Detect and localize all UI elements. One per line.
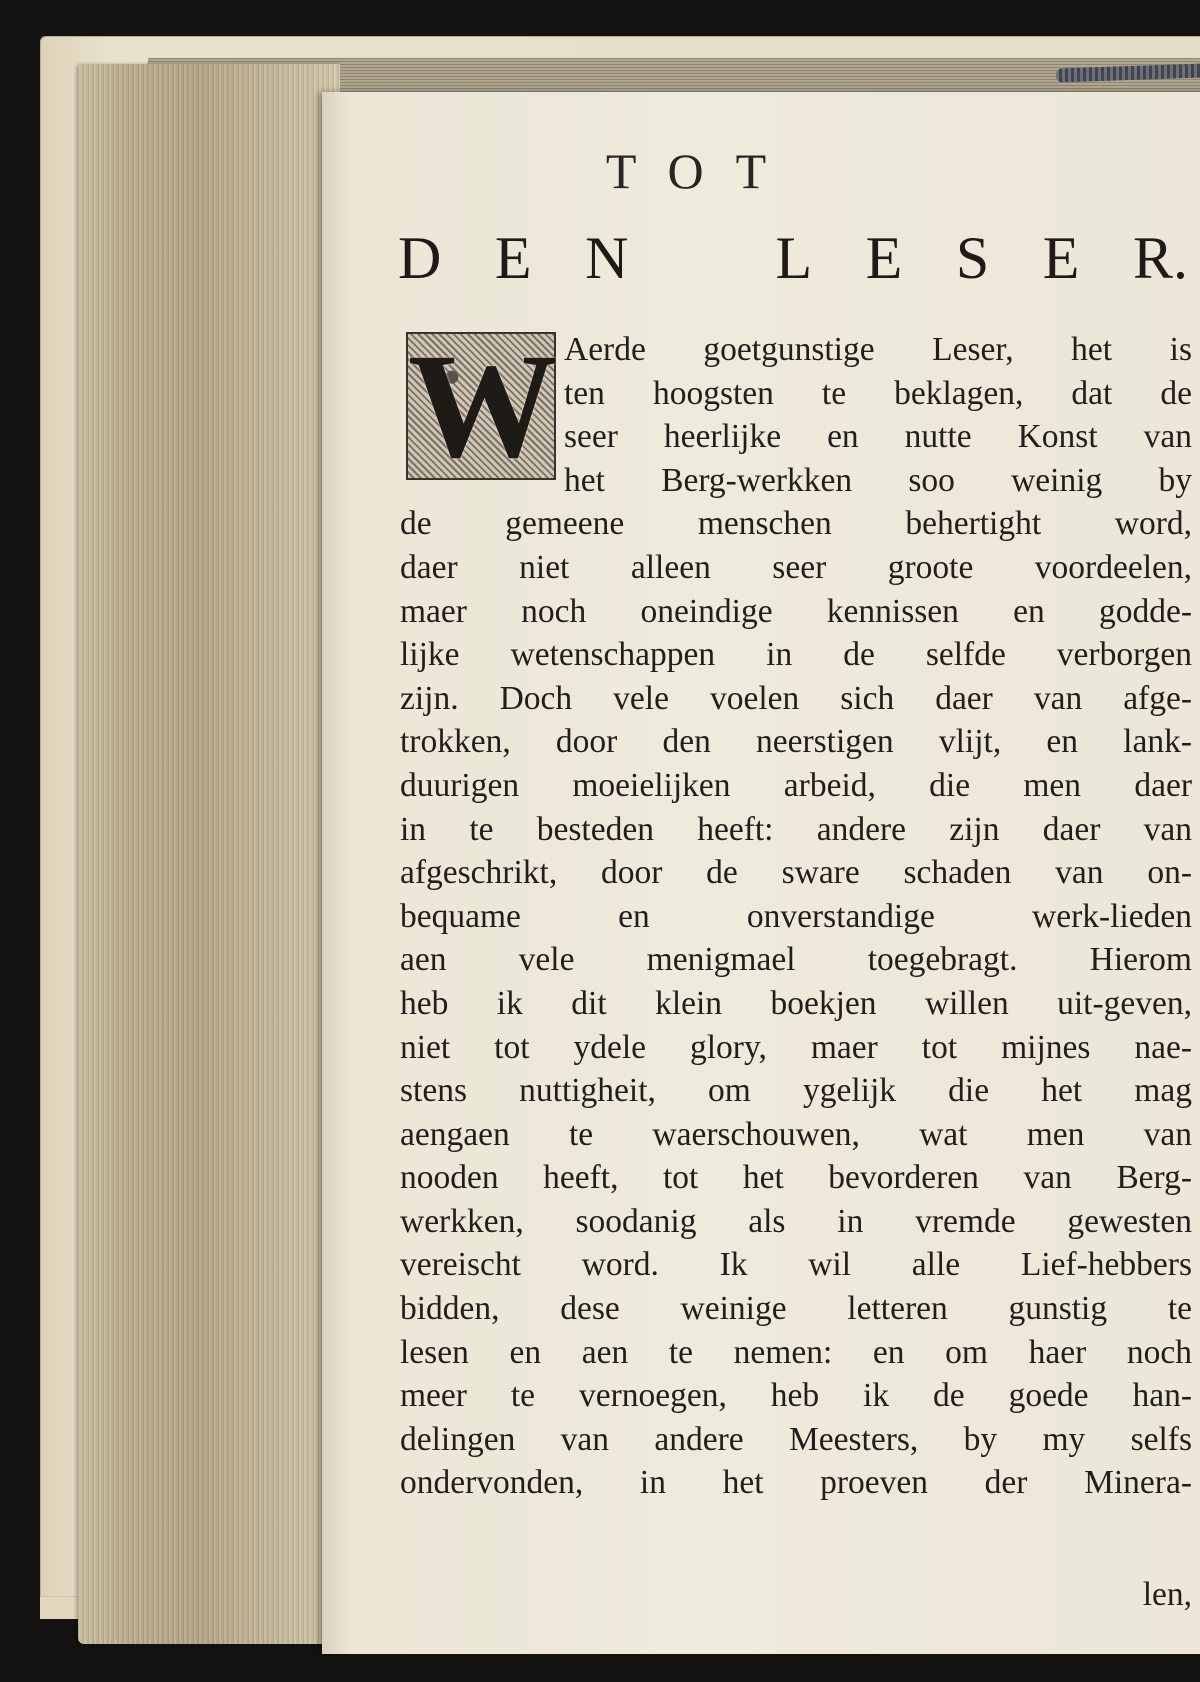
page-block-edge	[78, 64, 340, 1644]
text-line: nooden heeft, tot het bevorderen van Berg-	[400, 1159, 1192, 1197]
catchword: len,	[1142, 1576, 1192, 1613]
text-line: werkken, soodanig als in vremde gewesten	[400, 1202, 1192, 1240]
text-line: delingen van andere Meesters, by my selfs	[400, 1420, 1192, 1458]
text-line: in te besteden heeft: andere zijn daer van	[400, 810, 1192, 848]
heading-letter: L	[775, 225, 813, 291]
text-line: stens nuttigheit, om ygelijk die het mag	[400, 1072, 1192, 1110]
heading-letter: E	[865, 225, 903, 291]
heading-letter: E	[1042, 225, 1080, 291]
text-line: daer niet alleen seer groote voordeelen,	[400, 548, 1192, 586]
heading-tot: TOT	[605, 143, 799, 199]
text-line: ondervonden, in het proeven der Minera-	[400, 1464, 1192, 1502]
text-line: seer heerlijke en nutte Konst van	[564, 418, 1192, 456]
heading-letter: E	[494, 225, 532, 291]
text-line: afgeschrikt, door de sware schaden van on-	[400, 854, 1192, 892]
text-line: bidden, dese weinige letteren gunstig te	[400, 1290, 1192, 1328]
text-line: zijn. Doch vele voelen sich daer van afge-	[400, 679, 1192, 717]
text-line: aen vele menigmael toegebragt. Hierom	[400, 941, 1192, 979]
text-line: bequame en onverstandige werk-lieden	[400, 897, 1192, 935]
heading-letter: N	[585, 225, 629, 291]
page-text-area	[322, 92, 1200, 1654]
text-line: het Berg-werkken soo weinig by	[564, 461, 1192, 499]
book-page	[322, 92, 1200, 1654]
text-line: niet tot ydele glory, maer tot mijnes nae-	[400, 1028, 1192, 1066]
text-line: trokken, door den neerstigen vlijt, en lank-	[400, 723, 1192, 761]
text-line: aengaen te waerschouwen, wat men van	[400, 1115, 1192, 1153]
text-line: de gemeene menschen behertight word,	[400, 505, 1192, 543]
heading-letter: D	[398, 225, 442, 291]
heading-letter: S	[955, 225, 990, 291]
text-line: Aerde goetgunstige Leser, het is	[564, 331, 1192, 368]
body-text	[400, 323, 1192, 1505]
heading-letter: R.	[1132, 225, 1188, 291]
text-line: vereischt word. Ik wil alle Lief-hebbers	[400, 1246, 1192, 1284]
word-gap	[682, 224, 722, 293]
text-line: lijke wetenschappen in de selfde verborgen	[400, 636, 1192, 674]
text-line: ten hoogsten te beklagen, dat de	[564, 374, 1192, 412]
text-line: heb ik dit klein boekjen willen uit-geven,	[400, 984, 1192, 1022]
text-line: maer noch oneindige kennissen en godde-	[400, 592, 1192, 630]
text-line: duurigen moeielijken arbeid, die men daer	[400, 766, 1192, 804]
text-line: lesen en aen te nemen: en om haer noch	[400, 1333, 1192, 1371]
initial-letter: W	[408, 323, 558, 489]
heading-den-leser	[398, 224, 1188, 293]
text-line: meer te vernoegen, heb ik de goede han-	[400, 1377, 1192, 1415]
